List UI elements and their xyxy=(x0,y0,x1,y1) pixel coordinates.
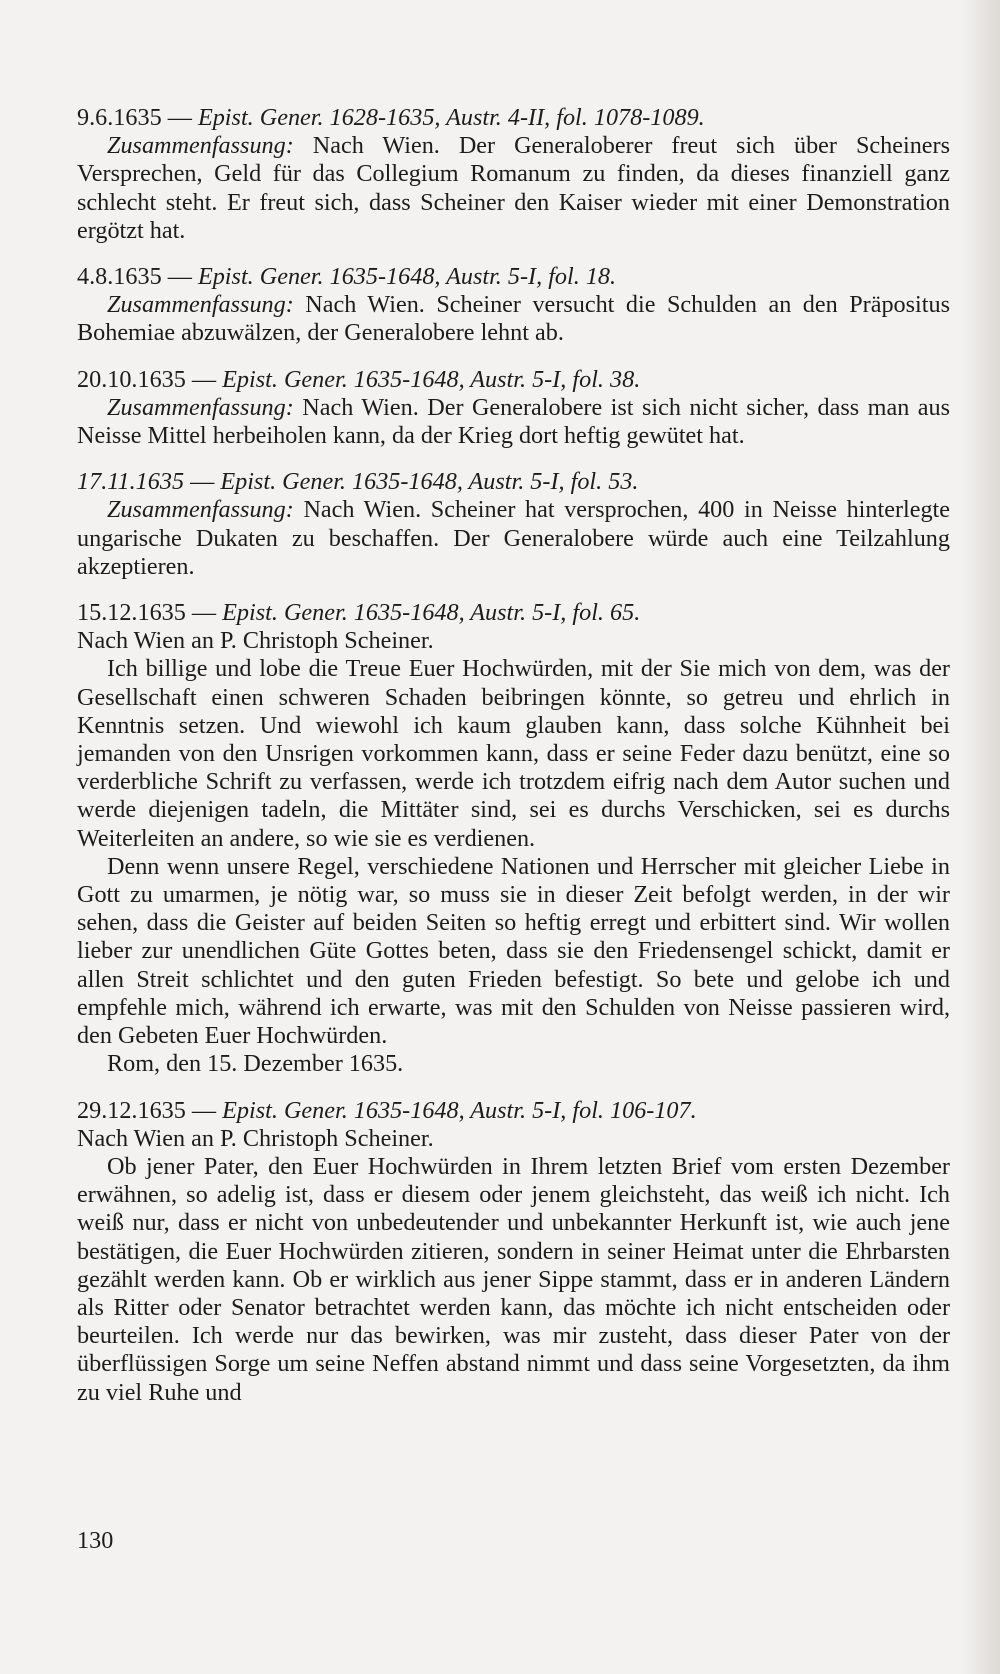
entry-summary xyxy=(77,394,950,450)
entry-recipient: Nach Wien an P. Christoph Scheiner. xyxy=(77,1124,434,1152)
entry-date: 9.6.1635 xyxy=(77,104,162,131)
entry-heading: 15.12.1635 — Epist. Gener. 1635-1648, Austr. 5-I, fol. 65. xyxy=(77,599,641,627)
summary-label: Zusammenfassung: xyxy=(107,496,294,524)
entry-date: 15.12.1635 xyxy=(77,599,186,627)
letter-entry xyxy=(77,1097,950,1407)
entry-source: Epist. Gener. 1635-1648, Austr. 5-I, fol. 106-107. xyxy=(222,1096,697,1124)
entry-source: Epist. Gener. 1628-1635, Austr. 4-II, fol. 1078-1089. xyxy=(197,104,705,131)
letter-paragraph: Denn wenn unsere Regel, verschiedene Nationen und Herrscher mit gleicher Liebe in Gott zu umarmen, je nötig war, so muss sie in dieser Zeit befolgt werden, in der wir sehen, dass die Geister auf beiden Seiten so heftig erregt und erbittert sind. Wir wollen lieber zur unendlichen Güte Gottes beten, dass sie den Friedensengel schickt, damit er allen Streit schlichtet und den guten Frieden befestigt. So bete und gelobe ich und empfehle mich, während ich erwarte, was mit den Schulden von Neisse passieren wird, den Gebeten Euer Hochwürden. xyxy=(77,852,950,1050)
entry-source: Epist. Gener. 1635-1648, Austr. 5-I, fol. 18. xyxy=(197,263,617,291)
entry-heading: 20.10.1635 — Epist. Gener. 1635-1648, Austr. 5-I, fol. 38. xyxy=(77,365,641,393)
entry-source: Epist. Gener. 1635-1648, Austr. 5-I, fol. 38. xyxy=(222,365,641,393)
letter-paragraph: Ob jener Pater, den Euer Hochwürden in Ihrem letzten Brief vom ersten Dezember erwähnen, so adelig ist, dass er diesem oder jenem gleichsteht, das weiß ich nicht. Ich weiß nur, dass er nicht von unbedeutender und unbekannter Herkunft ist, wie auch jene bestätigen, die Euer Hochwürden zitieren, sondern in seiner Heimat unter die Ehrbarsten gezählt werden kann. Ob er wirklich aus jener Sippe stammt, dass er in anderen Ländern als Ritter oder Senator betrachtet werden kann, das möchte ich nicht entscheiden oder beurteilen. Ich werde nur das bewirken, was mir zusteht, dass dieser Pater von der überflüssigen Sorge um seine Neffen abstand nimmt und dass seine Vorgesetzten, da ihm zu viel Ruhe und xyxy=(77,1152,950,1406)
entry-heading: 9.6.1635 — Epist. Gener. 1628-1635, Austr. 4-II, fol. 1078-1089. xyxy=(77,104,705,131)
entry-source: Epist. Gener. 1635-1648, Austr. 5-I, fol. 65. xyxy=(222,599,641,627)
letter-paragraph: Ich billige und lobe die Treue Euer Hochwürden, mit der Sie mich von dem, was der Gesellschaft einen schweren Schaden beibringen könnte, so getreu und ehrlich in Kenntnis setzen. Und wiewohl ich kaum glauben kann, dass solche Kühnheit bei jemanden von den Unsrigen vorkommen kann, dass er seine Feder dazu benützt, eine so verderbliche Schrift zu verfassen, werde ich trotzdem eifrig nach dem Autor suchen und werde diejenigen tadeln, die Mittäter sind, sei es durchs Verschicken, sei es durchs Weiterleiten an andere, so wie sie es verdienen. xyxy=(77,655,950,852)
entry-summary xyxy=(77,291,950,347)
letter-entry xyxy=(77,366,950,451)
entry-date: 20.10.1635 xyxy=(77,365,186,393)
letter-entry xyxy=(77,599,950,1078)
entry-recipient: Nach Wien an P. Christoph Scheiner. xyxy=(77,627,434,655)
summary-label: Zusammenfassung: xyxy=(107,393,294,421)
entry-date: 4.8.1635 xyxy=(77,263,162,291)
letter-entry xyxy=(77,104,950,245)
summary-text: Nach Wien. Scheiner hat versprochen, 400 in Neisse hinterlegte ungarische Dukaten zu beschaffen. Der Generalobere würde auch eine Teilzahlung akzeptieren. xyxy=(77,496,951,580)
entry-date: 29.12.1635 xyxy=(77,1096,186,1124)
page-body xyxy=(77,104,950,1425)
entry-summary xyxy=(77,132,950,245)
entry-heading: 4.8.1635 — Epist. Gener. 1635-1648, Austr. 5-I, fol. 18. xyxy=(77,263,617,291)
page-number: 130 xyxy=(77,1527,114,1554)
entry-date: 17.11.1635 xyxy=(77,468,185,496)
entry-heading: 29.12.1635 — Epist. Gener. 1635-1648, Austr. 5-I, fol. 106-107. xyxy=(77,1096,697,1124)
letter-entry xyxy=(77,263,950,348)
summary-text: Nach Wien. Scheiner versucht die Schulden an den Präpositus Bohemiae abzuwälzen, der Generalobere lehnt ab. xyxy=(77,291,950,347)
summary-text: Nach Wien. Der Generalobere ist sich nicht sicher, dass man aus Neisse Mittel herbeiholen kann, da der Krieg dort heftig gewütet hat. xyxy=(77,393,950,450)
summary-label: Zusammenfassung: xyxy=(107,291,294,319)
entry-heading: 17.11.1635 — Epist. Gener. 1635-1648, Austr. 5-I, fol. 53. xyxy=(77,468,639,496)
entry-summary xyxy=(77,496,950,581)
letter-closing: Rom, den 15. Dezember 1635. xyxy=(107,1050,404,1078)
entry-source: Epist. Gener. 1635-1648, Austr. 5-I, fol. 53. xyxy=(220,468,639,496)
summary-label: Zusammenfassung: xyxy=(107,132,294,160)
page-gutter-shadow xyxy=(960,0,1000,1674)
letter-entry xyxy=(77,468,950,581)
summary-text: Nach Wien. Der Generaloberer freut sich über Scheiners Versprechen, Geld für das Collegium Romanum zu finden, da dieses finanziell ganz schlecht steht. Er freut sich, dass Scheiner den Kaiser wieder mit einer Demonstration ergötzt hat. xyxy=(77,132,950,244)
